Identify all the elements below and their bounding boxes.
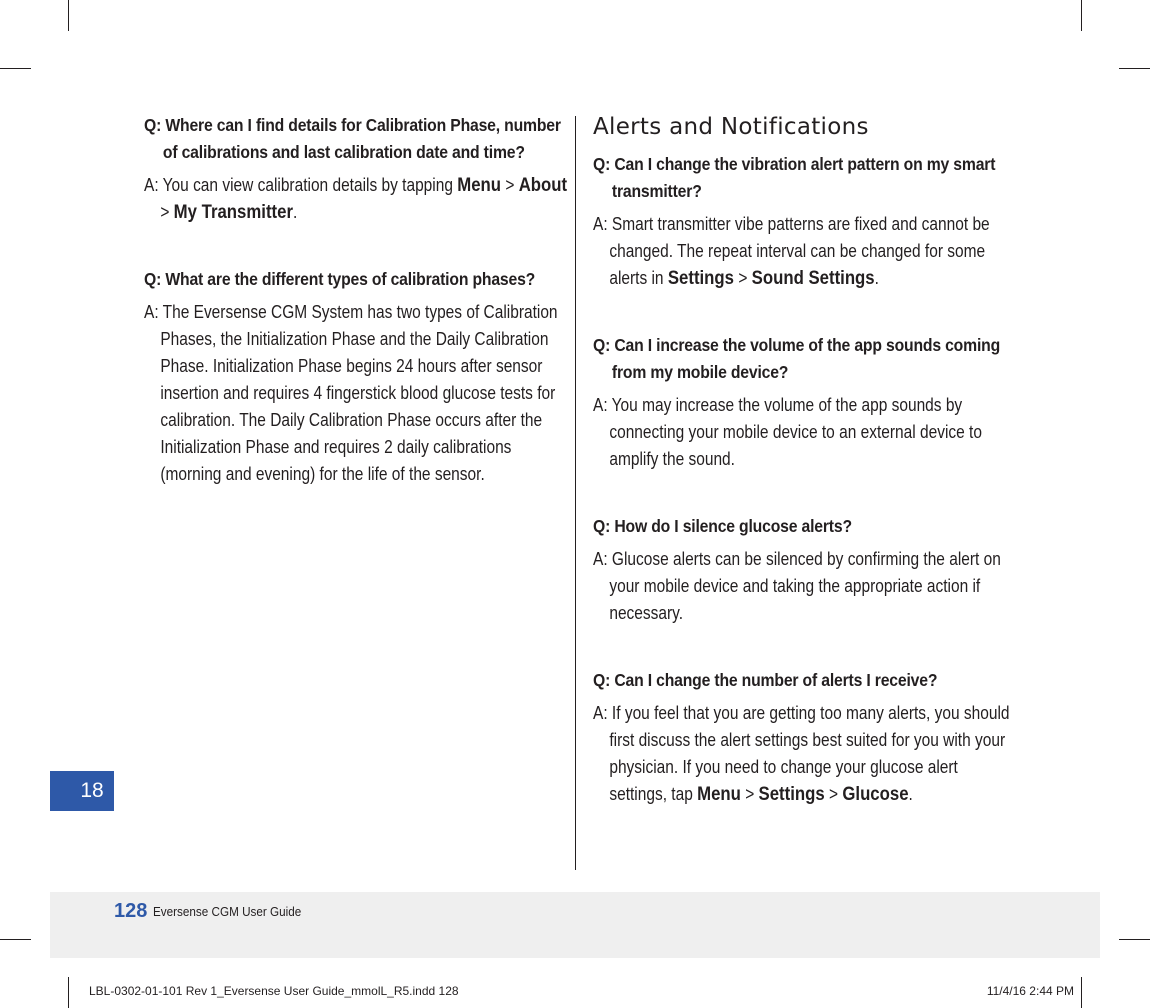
ui-menu-reference: Settings bbox=[758, 783, 825, 805]
crop-mark bbox=[1119, 68, 1150, 69]
faq-question: Q: Can I increase the volume of the app sounds coming from my mobile device? bbox=[593, 335, 1001, 382]
answer-text: A: You may increase the volume of the app sounds by connecting your mobile device to an external device to amplify the sound. bbox=[593, 395, 982, 469]
ui-menu-reference: Sound Settings bbox=[751, 267, 875, 289]
guide-title: Eversense CGM User Guide bbox=[153, 904, 302, 919]
faq-answer bbox=[593, 211, 1018, 292]
answer-text: A: If you feel that you are getting too many alerts, you should first discuss the alert settings best suited for you with your physician. If you need to change your glucose alert settings, tap bbox=[593, 703, 1010, 804]
slug-file-info: LBL-0302-01-101 Rev 1_Eversense User Guide_mmolL_R5.indd 128 bbox=[89, 984, 459, 998]
faq-list bbox=[593, 151, 1013, 808]
answer-text: . bbox=[874, 268, 879, 288]
ui-menu-reference: About bbox=[518, 174, 568, 196]
chapter-tab: 18 bbox=[50, 771, 114, 811]
answer-text: > bbox=[501, 175, 519, 195]
faq-question: Q: Can I change the vibration alert pattern on my smart transmitter? bbox=[593, 154, 996, 201]
faq-question: Q: How do I silence glucose alerts? bbox=[593, 516, 852, 536]
crop-mark bbox=[0, 68, 31, 69]
faq-answer bbox=[144, 299, 569, 488]
crop-mark bbox=[1081, 977, 1082, 1008]
page-number: 128 bbox=[114, 900, 148, 922]
answer-text: A: Smart transmitter vibe patterns are fixed and cannot be changed. The repeat interval can be changed for some alerts in bbox=[593, 214, 990, 288]
section-title: Alerts and Notifications bbox=[593, 114, 869, 140]
ui-menu-reference: Glucose bbox=[842, 783, 909, 805]
answer-text: A: Glucose alerts can be silenced by confirming the alert on your mobile device and taking the appropriate action if necessary. bbox=[593, 549, 1001, 623]
column-divider bbox=[575, 116, 576, 870]
answer-text: > bbox=[160, 202, 174, 222]
crop-mark bbox=[68, 977, 69, 1008]
answer-text: A: You can view calibration details by tapping bbox=[144, 175, 458, 195]
answer-text: . bbox=[292, 202, 298, 222]
ui-menu-reference: Settings bbox=[667, 267, 735, 289]
right-column bbox=[593, 112, 1013, 808]
faq-answer bbox=[593, 392, 1018, 473]
answer-text: > bbox=[824, 784, 843, 804]
ui-menu-reference: Menu bbox=[697, 783, 741, 805]
crop-mark bbox=[68, 0, 69, 31]
ui-menu-reference: My Transmitter bbox=[173, 201, 293, 223]
answer-text: . bbox=[908, 784, 913, 804]
slug-timestamp: 11/4/16 2:44 PM bbox=[986, 984, 1074, 998]
faq-answer bbox=[593, 700, 1018, 808]
crop-mark bbox=[0, 939, 31, 940]
ui-menu-reference: Menu bbox=[457, 174, 502, 196]
answer-text: > bbox=[740, 784, 759, 804]
faq-question: Q: Can I change the number of alerts I receive? bbox=[593, 670, 938, 690]
faq-question: Q: Where can I find details for Calibration Phase, number of calibrations and last calibration date and time? bbox=[144, 115, 561, 162]
crop-mark bbox=[1081, 0, 1082, 31]
crop-mark bbox=[1119, 939, 1150, 940]
faq-question: Q: What are the different types of calibration phases? bbox=[144, 269, 536, 289]
answer-text: A: The Eversense CGM System has two types of Calibration Phases, the Initialization Phase and the Daily Calibration Phase. Initialization Phase begins 24 hours after sensor insertion and requires 4 fingerstick blood glucose tests for calibration. The Daily Calibration Phase occurs after the Initialization Phase and requires 2 daily calibrations (morning and evening) for the life of the sensor. bbox=[144, 302, 558, 484]
footer-band bbox=[50, 892, 1100, 958]
faq-answer bbox=[144, 172, 569, 226]
left-column bbox=[144, 112, 568, 488]
answer-text: > bbox=[734, 268, 752, 288]
faq-answer bbox=[593, 546, 1018, 627]
